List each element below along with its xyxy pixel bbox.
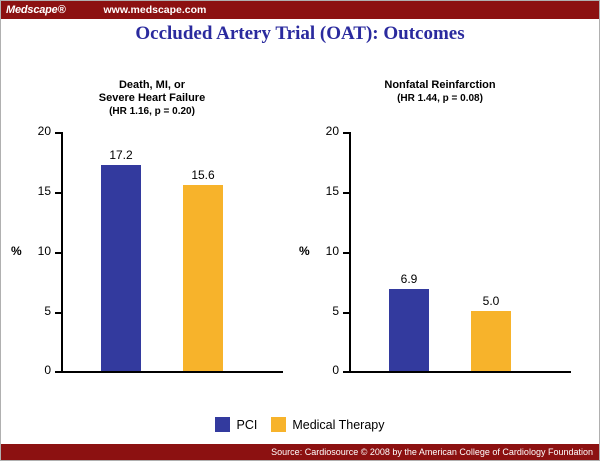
y-tick-label: 15 bbox=[325, 184, 339, 198]
header-url: www.medscape.com bbox=[103, 4, 207, 16]
legend-label: Medical Therapy bbox=[292, 417, 385, 432]
y-axis-label: % bbox=[11, 244, 22, 258]
y-tick-label: 0 bbox=[44, 363, 51, 377]
y-tick-label: 10 bbox=[325, 244, 339, 258]
panel-title-line1: Nonfatal Reinfarction bbox=[384, 79, 496, 91]
bar-group bbox=[61, 132, 283, 372]
y-tick-label: 20 bbox=[37, 124, 51, 138]
y-tick-label: 20 bbox=[325, 124, 339, 138]
bar-medical-therapy[interactable] bbox=[471, 311, 511, 371]
medscape-logo: Medscape® bbox=[1, 1, 72, 19]
legend bbox=[1, 417, 599, 432]
bar-value-label: 15.6 bbox=[191, 167, 215, 182]
panel-subtitle: (HR 1.16, p = 0.20) bbox=[109, 106, 195, 117]
panel-title-line1: Death, MI, or bbox=[118, 79, 185, 91]
bar-pci[interactable] bbox=[389, 289, 429, 371]
source-text: Source: Cardiosource © 2008 by the American College of Cardiology Foundation bbox=[271, 447, 593, 457]
page-title: Occluded Artery Trial (OAT): Outcomes bbox=[135, 23, 465, 44]
y-tick-label: 15 bbox=[37, 184, 51, 198]
bar-value-label: 17.2 bbox=[109, 148, 133, 163]
y-axis-label: % bbox=[299, 244, 310, 258]
bar-group bbox=[349, 132, 571, 372]
bar-medical-therapy[interactable] bbox=[183, 185, 223, 371]
bar-pci[interactable] bbox=[101, 165, 141, 371]
y-tick-label: 5 bbox=[44, 304, 51, 318]
y-tick-label: 5 bbox=[332, 304, 339, 318]
chart-panel bbox=[11, 79, 293, 386]
legend-swatch-icon bbox=[215, 417, 230, 432]
legend-item-pci[interactable] bbox=[215, 417, 257, 432]
header-bar bbox=[1, 1, 599, 19]
bar-value-label: 5.0 bbox=[482, 294, 500, 309]
plot-area bbox=[299, 126, 581, 386]
bar-value-label: 6.9 bbox=[400, 271, 418, 286]
plot-area bbox=[11, 126, 293, 386]
panel-subtitle: (HR 1.44, p = 0.08) bbox=[397, 93, 483, 104]
legend-swatch-icon bbox=[271, 417, 286, 432]
y-tick-label: 10 bbox=[37, 244, 51, 258]
y-tick-label: 0 bbox=[332, 363, 339, 377]
legend-label: PCI bbox=[236, 417, 258, 432]
panel-title-line2: Severe Heart Failure bbox=[98, 92, 206, 104]
legend-item-medical-therapy[interactable] bbox=[271, 417, 384, 432]
footer-bar bbox=[1, 444, 599, 460]
chart-panel bbox=[299, 79, 581, 386]
